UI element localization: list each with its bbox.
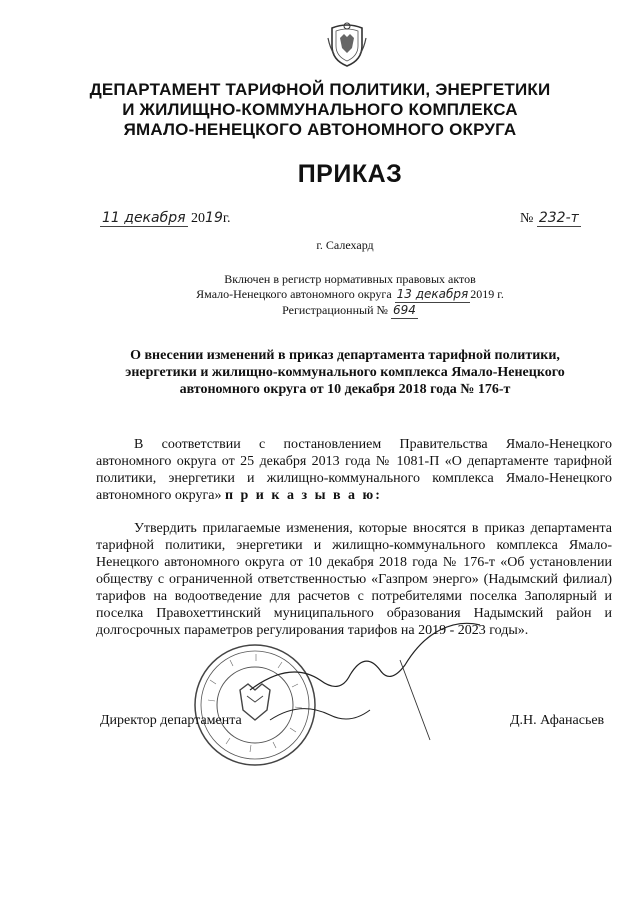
handwritten-signature-icon [230, 620, 490, 750]
order-date [100, 210, 231, 227]
registry-prefix: Ямало-Ненецкого автономного округа [196, 287, 392, 301]
order-number [520, 210, 581, 227]
document-type-title: ПРИКАЗ [297, 160, 403, 188]
handwritten-number: 232-т [538, 210, 579, 226]
department-line: И ЖИЛИЩНО-КОММУНАЛЬНОГО КОМПЛЕКСА [122, 100, 518, 119]
department-line: ДЕПАРТАМЕНТ ТАРИФНОЙ ПОЛИТИКИ, ЭНЕРГЕТИКИ [89, 80, 551, 99]
coat-of-arms-icon [326, 18, 368, 68]
signatory-position: Директор департамента [100, 713, 242, 728]
handwritten-registry-number: 694 [392, 303, 416, 317]
registry-line: Включен в регистр нормативных правовых актов [224, 272, 476, 286]
handwritten-date: 11 декабря [102, 210, 186, 226]
operative-paragraph: Утвердить прилагаемые изменения, которые вносятся в приказ департамента тарифной политики, энергетики и жилищно-коммунального комплекса Ямало-Ненецкого автономного округа от 10 декабря 2018 года № 176-т «Об установлении обществу с ограниченной ответственностью «Газпром энерго» (Надымский филиал) тарифов на водоотведение для расчетов с потребителями поселка Заполярный и поселка Правохеттинский муниципального образования Надымский район и долгосрочных параметров регулирования тарифов на 2019 - 2023 годы». [96, 521, 612, 638]
handwritten-year: 19 [205, 210, 223, 226]
signatory-name: Д.Н. Афанасьев [510, 713, 605, 728]
year-suffix: г. [222, 211, 231, 226]
registry-block [160, 272, 540, 319]
year-prefix: 20 [191, 211, 206, 226]
registry-line [160, 303, 540, 319]
order-subject: О внесении изменений в приказ департамента тарифной политики, энергетики и жилищно-коммунального комплекса Ямало-Ненецкого автономного округа от 10 декабря 2018 года № 176-т [125, 348, 565, 397]
number-label: № [520, 211, 534, 226]
order-keyword: п р и к а з ы в а ю: [224, 488, 382, 503]
department-heading [60, 80, 580, 140]
registry-number-label: Регистрационный № [282, 303, 388, 317]
preamble-text: В соответствии с постановлением Правительства Ямало-Ненецкого автономного округа от 25 декабря 2013 года № 1081-П «О департаменте тарифной политики, энергетики и жилищно-коммунального комплекса Ямало-Ненецкого автономного округа» [96, 437, 612, 503]
handwritten-registry-date: 13 декабря [396, 287, 469, 301]
registry-year: 2019 г. [470, 287, 504, 301]
registry-line [160, 287, 540, 303]
department-line: ЯМАЛО-НЕНЕЦКОГО АВТОНОМНОГО ОКРУГА [123, 120, 517, 139]
preamble-paragraph [96, 436, 612, 504]
city-label: г. Салехард [316, 238, 374, 252]
